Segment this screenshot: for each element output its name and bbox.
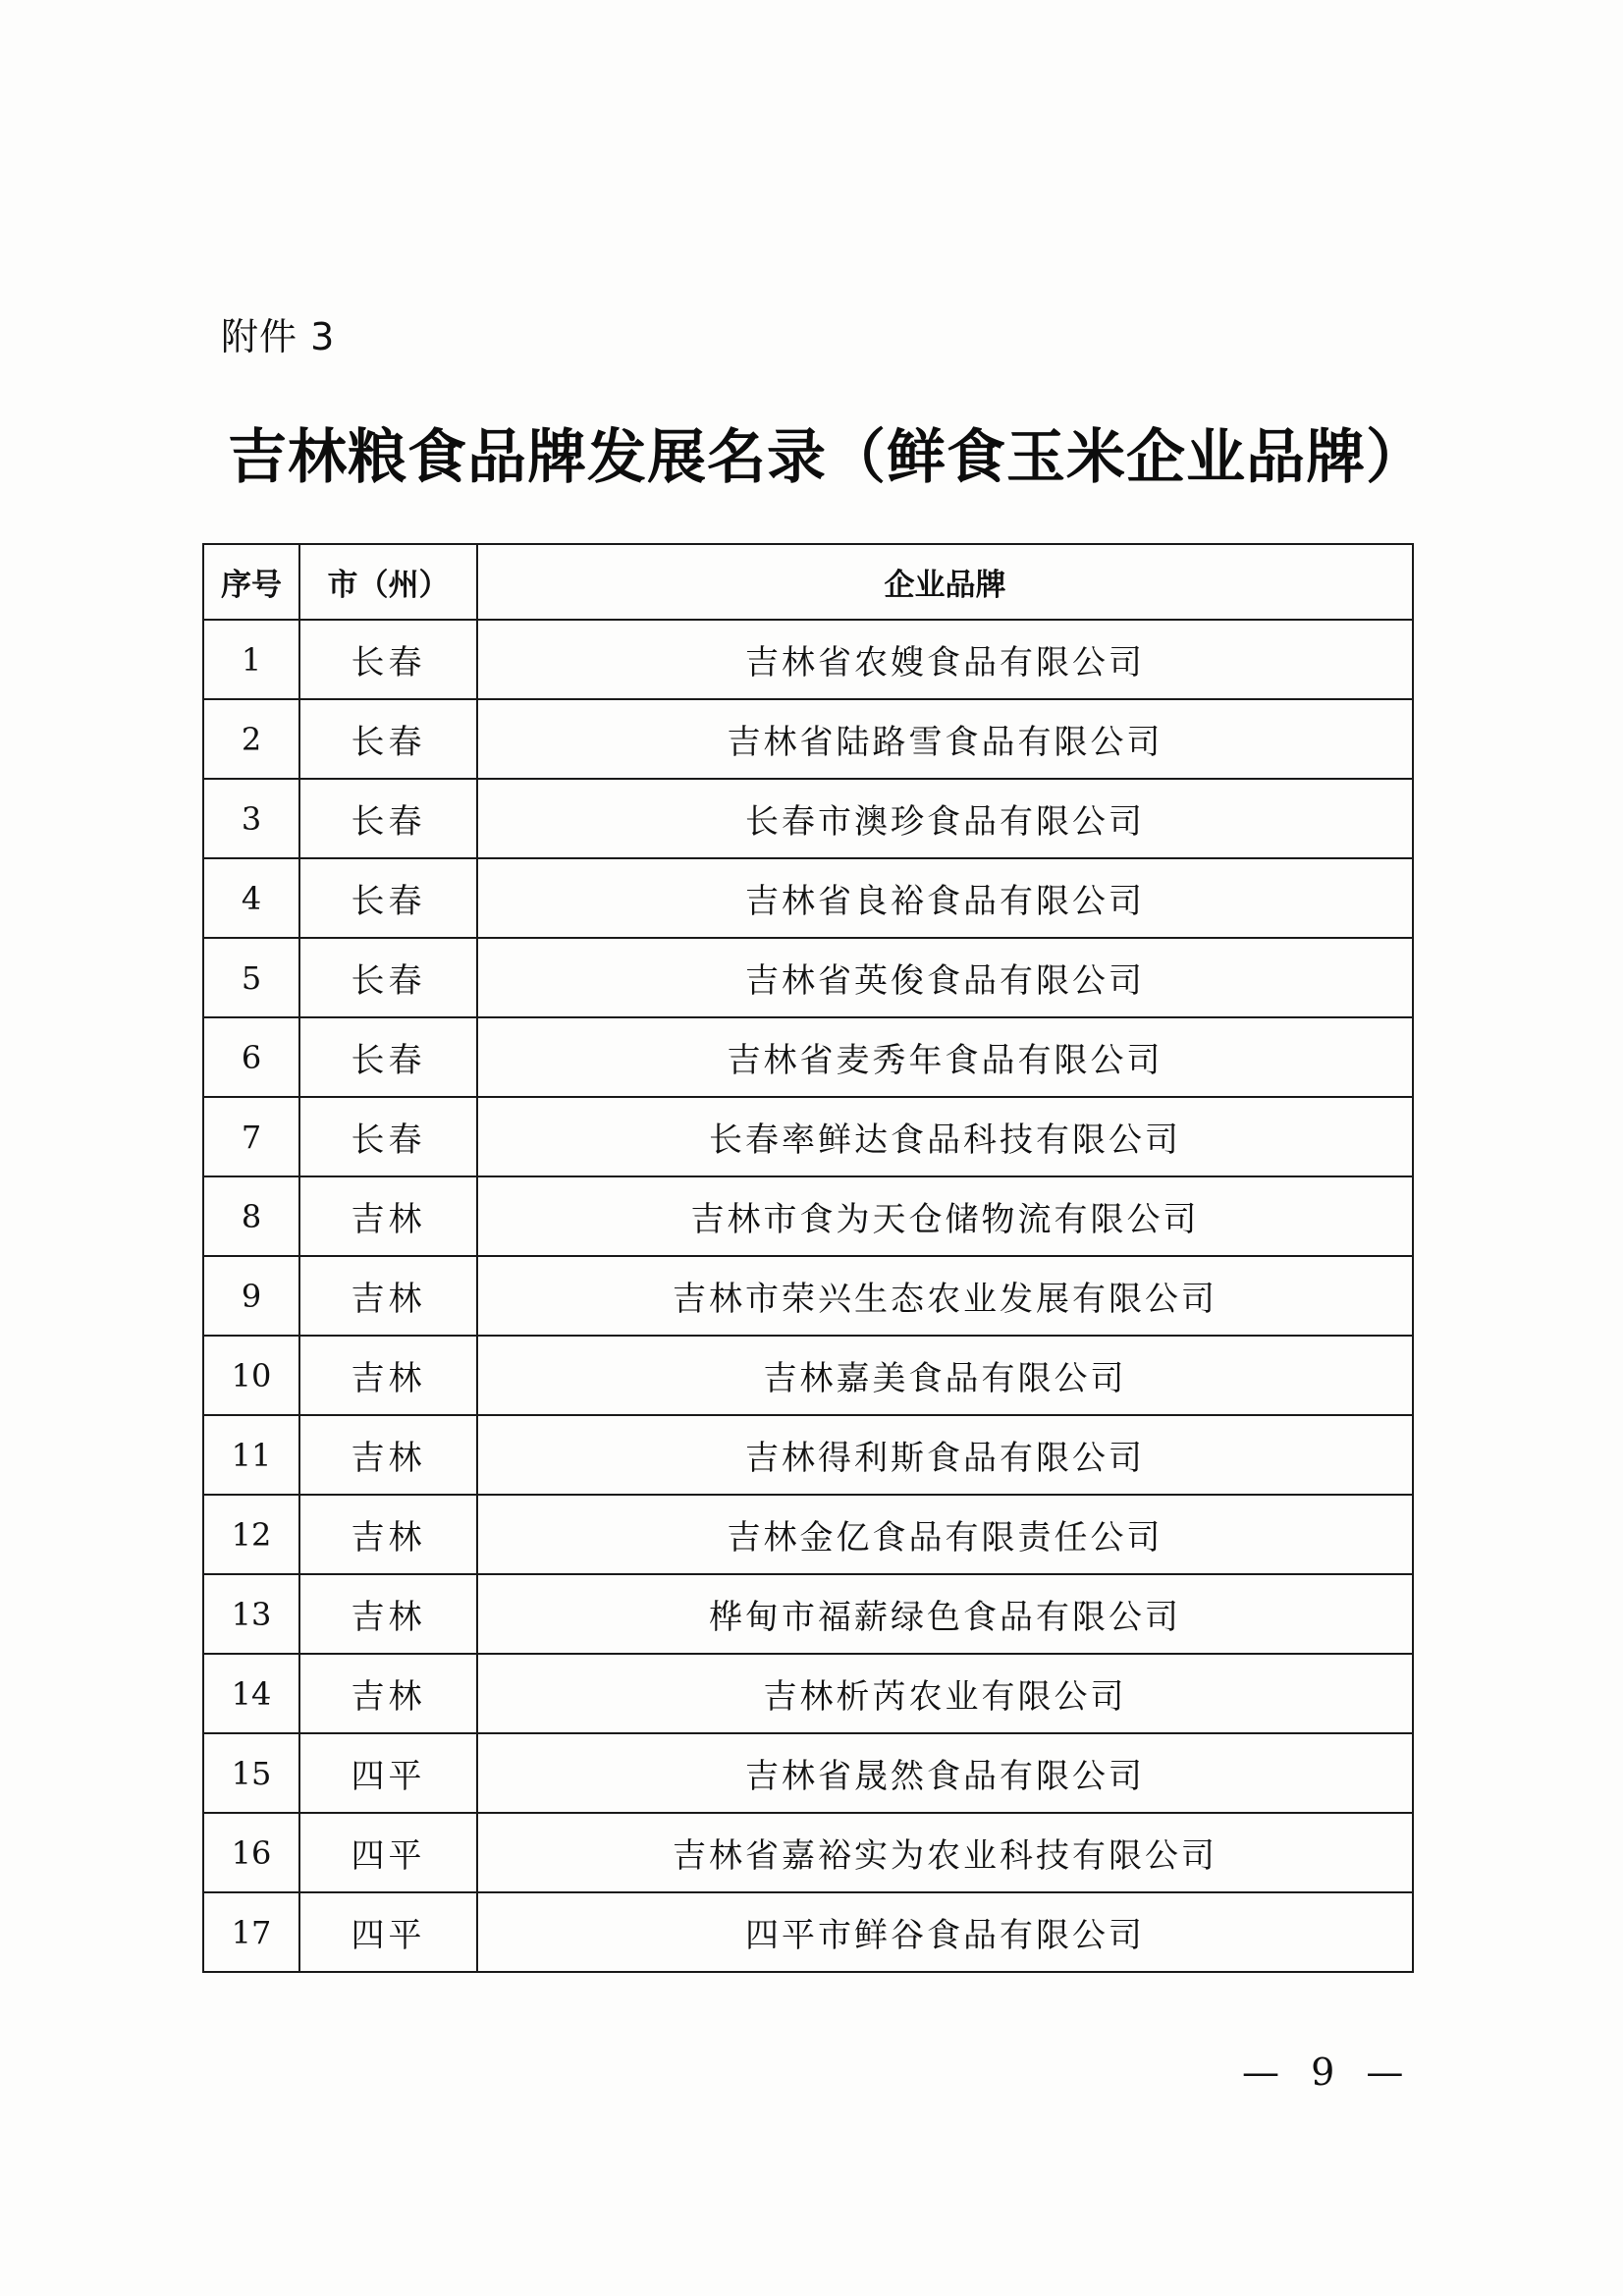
row-brand-cell: 吉林得利斯食品有限公司 xyxy=(477,1415,1413,1495)
row-city-cell: 吉林 xyxy=(299,1336,477,1415)
row-city-cell: 四平 xyxy=(299,1733,477,1813)
row-brand-cell: 桦甸市福薪绿色食品有限公司 xyxy=(477,1574,1413,1654)
row-brand-cell: 吉林析芮农业有限公司 xyxy=(477,1654,1413,1733)
row-brand-cell: 吉林市荣兴生态农业发展有限公司 xyxy=(477,1256,1413,1336)
row-number-cell: 8 xyxy=(203,1176,299,1256)
row-city-cell: 吉林 xyxy=(299,1176,477,1256)
document-title: 吉林粮食品牌发展名录（鲜食玉米企业品牌） xyxy=(228,423,1426,492)
page-number: — 9 — xyxy=(1242,2050,1414,2094)
table-row xyxy=(203,1415,1413,1495)
table-row xyxy=(203,1654,1413,1733)
table-row xyxy=(203,1813,1413,1892)
row-brand-cell: 长春市澳珍食品有限公司 xyxy=(477,779,1413,858)
row-brand-cell: 吉林省嘉裕实为农业科技有限公司 xyxy=(477,1813,1413,1892)
table-row xyxy=(203,779,1413,858)
table-row xyxy=(203,620,1413,699)
row-number-cell: 11 xyxy=(203,1415,299,1495)
row-number-cell: 5 xyxy=(203,938,299,1017)
row-city-cell: 吉林 xyxy=(299,1256,477,1336)
row-city-cell: 四平 xyxy=(299,1892,477,1972)
column-header-city: 市（州） xyxy=(299,544,477,620)
row-number-cell: 2 xyxy=(203,699,299,779)
table-row xyxy=(203,1017,1413,1097)
row-city-cell: 长春 xyxy=(299,1097,477,1176)
table-row xyxy=(203,1574,1413,1654)
row-brand-cell: 四平市鲜谷食品有限公司 xyxy=(477,1892,1413,1972)
row-brand-cell: 吉林省麦秀年食品有限公司 xyxy=(477,1017,1413,1097)
table-row xyxy=(203,699,1413,779)
attachment-label: 附件 3 xyxy=(221,315,336,358)
row-city-cell: 吉林 xyxy=(299,1574,477,1654)
row-number-cell: 14 xyxy=(203,1654,299,1733)
row-brand-cell: 吉林省陆路雪食品有限公司 xyxy=(477,699,1413,779)
row-number-cell: 17 xyxy=(203,1892,299,1972)
row-brand-cell: 吉林省英俊食品有限公司 xyxy=(477,938,1413,1017)
row-number-cell: 1 xyxy=(203,620,299,699)
row-brand-cell: 长春率鲜达食品科技有限公司 xyxy=(477,1097,1413,1176)
row-city-cell: 长春 xyxy=(299,620,477,699)
row-city-cell: 吉林 xyxy=(299,1415,477,1495)
row-city-cell: 长春 xyxy=(299,858,477,938)
table-header-row xyxy=(203,544,1413,620)
row-city-cell: 长春 xyxy=(299,1017,477,1097)
row-brand-cell: 吉林嘉美食品有限公司 xyxy=(477,1336,1413,1415)
table-row xyxy=(203,1176,1413,1256)
row-number-cell: 9 xyxy=(203,1256,299,1336)
row-city-cell: 长春 xyxy=(299,938,477,1017)
table-row xyxy=(203,1892,1413,1972)
row-city-cell: 吉林 xyxy=(299,1495,477,1574)
row-city-cell: 长春 xyxy=(299,779,477,858)
table-row xyxy=(203,1097,1413,1176)
row-number-cell: 12 xyxy=(203,1495,299,1574)
row-number-cell: 10 xyxy=(203,1336,299,1415)
row-brand-cell: 吉林市食为天仓储物流有限公司 xyxy=(477,1176,1413,1256)
column-header-number: 序号 xyxy=(203,544,299,620)
table-row xyxy=(203,1733,1413,1813)
row-brand-cell: 吉林省良裕食品有限公司 xyxy=(477,858,1413,938)
table-row xyxy=(203,938,1413,1017)
row-number-cell: 16 xyxy=(203,1813,299,1892)
column-header-brand: 企业品牌 xyxy=(477,544,1413,620)
row-brand-cell: 吉林金亿食品有限责任公司 xyxy=(477,1495,1413,1574)
row-number-cell: 3 xyxy=(203,779,299,858)
row-city-cell: 长春 xyxy=(299,699,477,779)
table-row xyxy=(203,1495,1413,1574)
row-number-cell: 6 xyxy=(203,1017,299,1097)
row-number-cell: 4 xyxy=(203,858,299,938)
table-row xyxy=(203,1336,1413,1415)
row-brand-cell: 吉林省晟然食品有限公司 xyxy=(477,1733,1413,1813)
row-brand-cell: 吉林省农嫂食品有限公司 xyxy=(477,620,1413,699)
brand-table xyxy=(202,543,1414,1973)
row-city-cell: 四平 xyxy=(299,1813,477,1892)
row-city-cell: 吉林 xyxy=(299,1654,477,1733)
table-row xyxy=(203,858,1413,938)
row-number-cell: 7 xyxy=(203,1097,299,1176)
row-number-cell: 15 xyxy=(203,1733,299,1813)
row-number-cell: 13 xyxy=(203,1574,299,1654)
table-row xyxy=(203,1256,1413,1336)
